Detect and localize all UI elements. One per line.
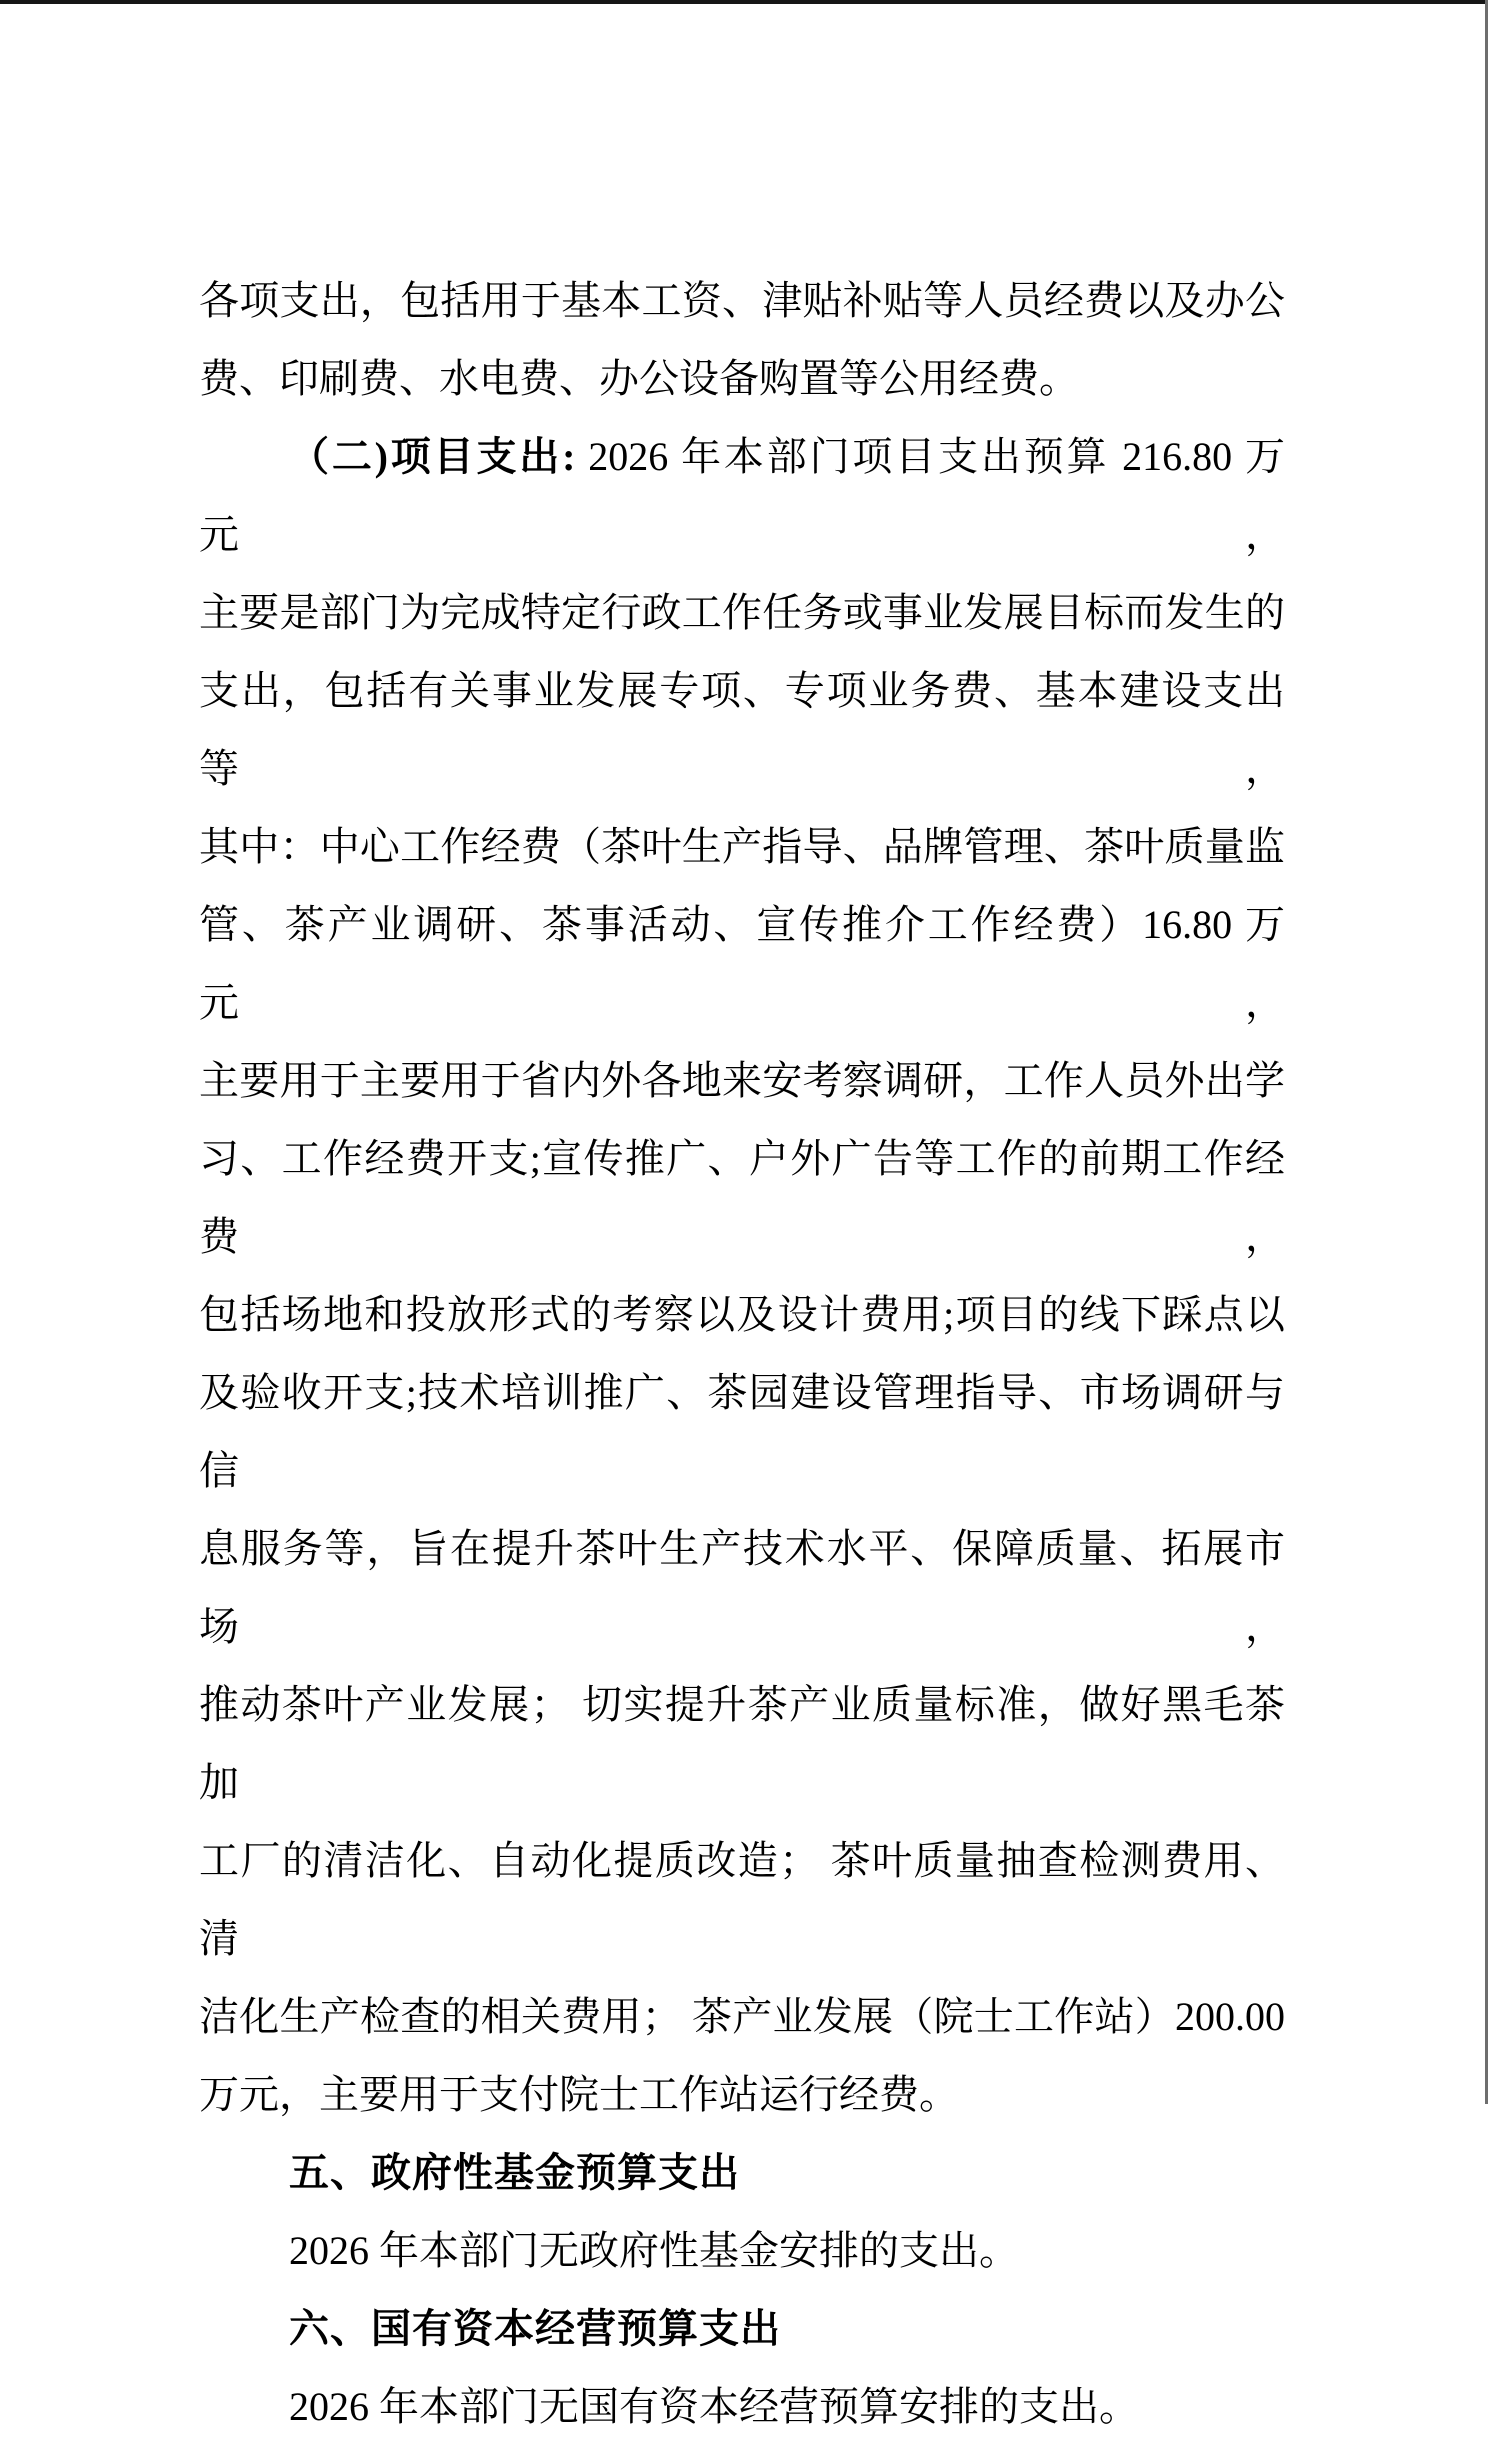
text-line: 万元，主要用于支付院士工作站运行经费。 — [199, 2072, 959, 2117]
text-line: 工厂的清洁化、自动化提质改造； 茶叶质量抽查检测费用、清 — [199, 1838, 1285, 1961]
text-line: 2026 年本部门无政府性基金安排的支出。 — [289, 2228, 1019, 2273]
section-heading: 六、国有资本经营预算支出 — [289, 2307, 781, 2351]
bold-lead-in: （二)项目支出: — [289, 434, 576, 479]
text-line: 管、茶产业调研、茶事活动、宣传推介工作经费）16.80 万元， — [199, 902, 1285, 1025]
text-line: 及验收开支;技术培训推广、茶园建设管理指导、市场调研与信 — [199, 1370, 1285, 1493]
top-border-line — [0, 0, 1488, 4]
text-line: 洁化生产检查的相关费用； 茶产业发展（院士工作站）200.00 — [199, 1994, 1285, 2039]
text-line: 主要是部门为完成特定行政工作任务或事业发展目标而发生的 — [199, 590, 1285, 635]
text-line — [199, 418, 1285, 574]
text-line: 包括场地和投放形式的考察以及设计费用;项目的线下踩点以 — [199, 1292, 1285, 1337]
text-line: 各项支出，包括用于基本工资、津贴补贴等人员经费以及办公 — [199, 278, 1285, 323]
document-content — [199, 262, 1285, 2446]
text-line: 费、印刷费、水电费、办公设备购置等公用经费。 — [199, 356, 1079, 401]
line-text: 2026 年本部门项目支出预算 216.80 万元， — [199, 434, 1286, 557]
text-line: 习、工作经费开支;宣传推广、户外广告等工作的前期工作经费， — [199, 1136, 1285, 1259]
text-line: 息服务等，旨在提升茶叶生产技术水平、保障质量、拓展市场， — [199, 1526, 1285, 1649]
text-line: 其中：中心工作经费（茶叶生产指导、品牌管理、茶叶质量监 — [199, 824, 1285, 869]
text-line: 主要用于主要用于省内外各地来安考察调研，工作人员外出学 — [199, 1058, 1285, 1103]
section-heading: 五、政府性基金预算支出 — [289, 2151, 740, 2195]
text-line: 2026 年本部门无国有资本经营预算安排的支出。 — [289, 2384, 1139, 2429]
text-line: 支出，包括有关事业发展专项、专项业务费、基本建设支出等， — [199, 668, 1285, 791]
text-line: 推动茶叶产业发展； 切实提升茶产业质量标准，做好黑毛茶加 — [199, 1682, 1285, 1805]
